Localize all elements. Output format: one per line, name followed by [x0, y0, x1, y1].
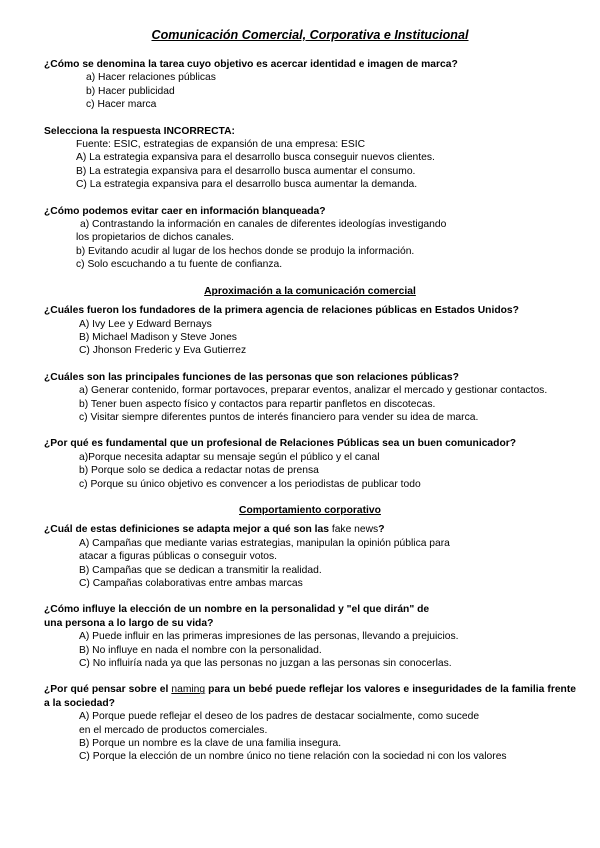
question-text-end: ? [378, 524, 385, 536]
question-text-start: ¿Cuál de estas definiciones se adapta mejor a qué son las [44, 524, 332, 536]
question-text: Selecciona la respuesta INCORRECTA: [44, 125, 235, 137]
answer-option: C) Campañas colaborativas entre ambas marcas [79, 578, 303, 589]
answer-option: A) La estrategia expansiva para el desarrollo busca conseguir nuevos clientes. [76, 152, 435, 164]
question-text: ¿Cómo se denomina la tarea cuyo objetivo es acercar identidad e imagen de marca? [44, 59, 458, 70]
answer-option: a) Generar contenido, formar portavoces, preparar eventos, analizar el mercado y gestionar contactos. [79, 385, 548, 397]
answer-option: B) La estrategia expansiva para el desarrollo busca aumentar el consumo. [76, 165, 416, 177]
question-source: Fuente: ESIC, estrategias de expansión de una empresa: ESIC [76, 139, 366, 151]
question-text-line2: una persona a lo largo de su vida? [44, 617, 214, 629]
answer-option: A) Campañas que mediante varias estrategias, manipulan la opinión pública para [79, 537, 450, 549]
question-text: ¿Cómo influye la elección de un nombre en la personalidad y "el que dirán" de [44, 604, 430, 616]
question-text-start: ¿Por qué pensar sobre el [44, 684, 172, 696]
question-5 [44, 371, 576, 425]
question-text: ¿Por qué es fundamental que un profesional de Relaciones Públicas sea un buen comunicador? [44, 438, 517, 450]
answer-option: b) Evitando acudir al lugar de los hechos donde se produjo la información. [76, 245, 415, 257]
question-1 [44, 58, 576, 112]
answer-option: c) Solo escuchando a tu fuente de confianza. [76, 259, 283, 271]
question-text [44, 683, 576, 710]
answer-option: C) Jhonson Frederic y Eva Gutierrez [79, 345, 247, 357]
answer-option: b) Hacer publicidad [86, 85, 175, 97]
answer-option: C) No influiría nada ya que las personas no juzgan a las personas sin conocerlas. [79, 658, 452, 670]
question-7 [44, 523, 576, 590]
question-8 [44, 603, 576, 670]
answer-option: B) No influye en nada el nombre con la personalidad. [79, 644, 322, 656]
answer-option: c) Visitar siempre diferentes puntos de interés financiero para vender su idea de marca. [79, 411, 479, 423]
answer-option: C) La estrategia expansiva para el desarrollo busca aumentar la demanda. [76, 179, 418, 191]
answer-option: a) Hacer relaciones públicas [86, 72, 216, 84]
answer-option-continued: en el mercado de productos comerciales. [79, 724, 268, 736]
answer-option: B) Michael Madison y Steve Jones [79, 331, 237, 343]
answer-option: B) Campañas que se dedican a transmitir la realidad. [79, 564, 322, 576]
question-text [44, 523, 576, 536]
question-term: naming [171, 684, 206, 696]
question-text: ¿Cómo podemos evitar caer en información blanqueada? [44, 205, 326, 217]
answer-option: a)Porque necesita adaptar su mensaje según el público y el canal [79, 451, 380, 463]
answer-option: A) Ivy Lee y Edward Bernays [79, 318, 212, 330]
answer-option: a) Contrastando la información en canales de diferentes ideologías investigando [80, 219, 447, 231]
answer-option-continued: atacar a figuras públicas o conseguir votos. [79, 551, 278, 563]
answer-option: A) Porque puede reflejar el deseo de los padres de destacar socialmente, como sucede [79, 711, 480, 723]
document-title: Comunicación Comercial, Corporativa e Institucional [151, 28, 469, 42]
section-heading: Comportamiento corporativo [239, 504, 381, 516]
question-text: ¿Cuáles son las principales funciones de las personas que son relaciones públicas? [44, 371, 459, 383]
answer-option: B) Porque un nombre es la clave de una familia insegura. [79, 738, 342, 750]
question-6 [44, 437, 576, 491]
answer-option: A) Puede influir en las primeras impresiones de las personas, llevando a prejuicios. [79, 631, 459, 643]
question-text-end: para un bebé puede reflejar los valores e inseguridades de la familia frente a la sociedad? [44, 684, 576, 709]
answer-option: c) Porque su único objetivo es convencer a los periodistas de publicar todo [79, 478, 421, 490]
section-heading: Aproximación a la comunicación comercial [204, 285, 416, 297]
question-text: ¿Cuáles fueron los fundadores de la primera agencia de relaciones públicas en Estados Unidos? [44, 305, 519, 317]
answer-option-continued: los propietarios de dichos canales. [76, 232, 234, 244]
question-2 [44, 125, 576, 192]
question-9 [44, 683, 576, 763]
question-term: fake news [331, 524, 379, 536]
answer-option: b) Tener buen aspecto físico y contactos para repartir panfletos en discotecas. [79, 398, 436, 410]
question-3 [44, 205, 576, 272]
question-4 [44, 304, 576, 358]
answer-option: C) Porque la elección de un nombre único no tiene relación con la sociedad ni con los valores [79, 751, 507, 763]
answer-option: c) Hacer marca [86, 99, 157, 111]
answer-option: b) Porque solo se dedica a redactar notas de prensa [79, 465, 319, 477]
